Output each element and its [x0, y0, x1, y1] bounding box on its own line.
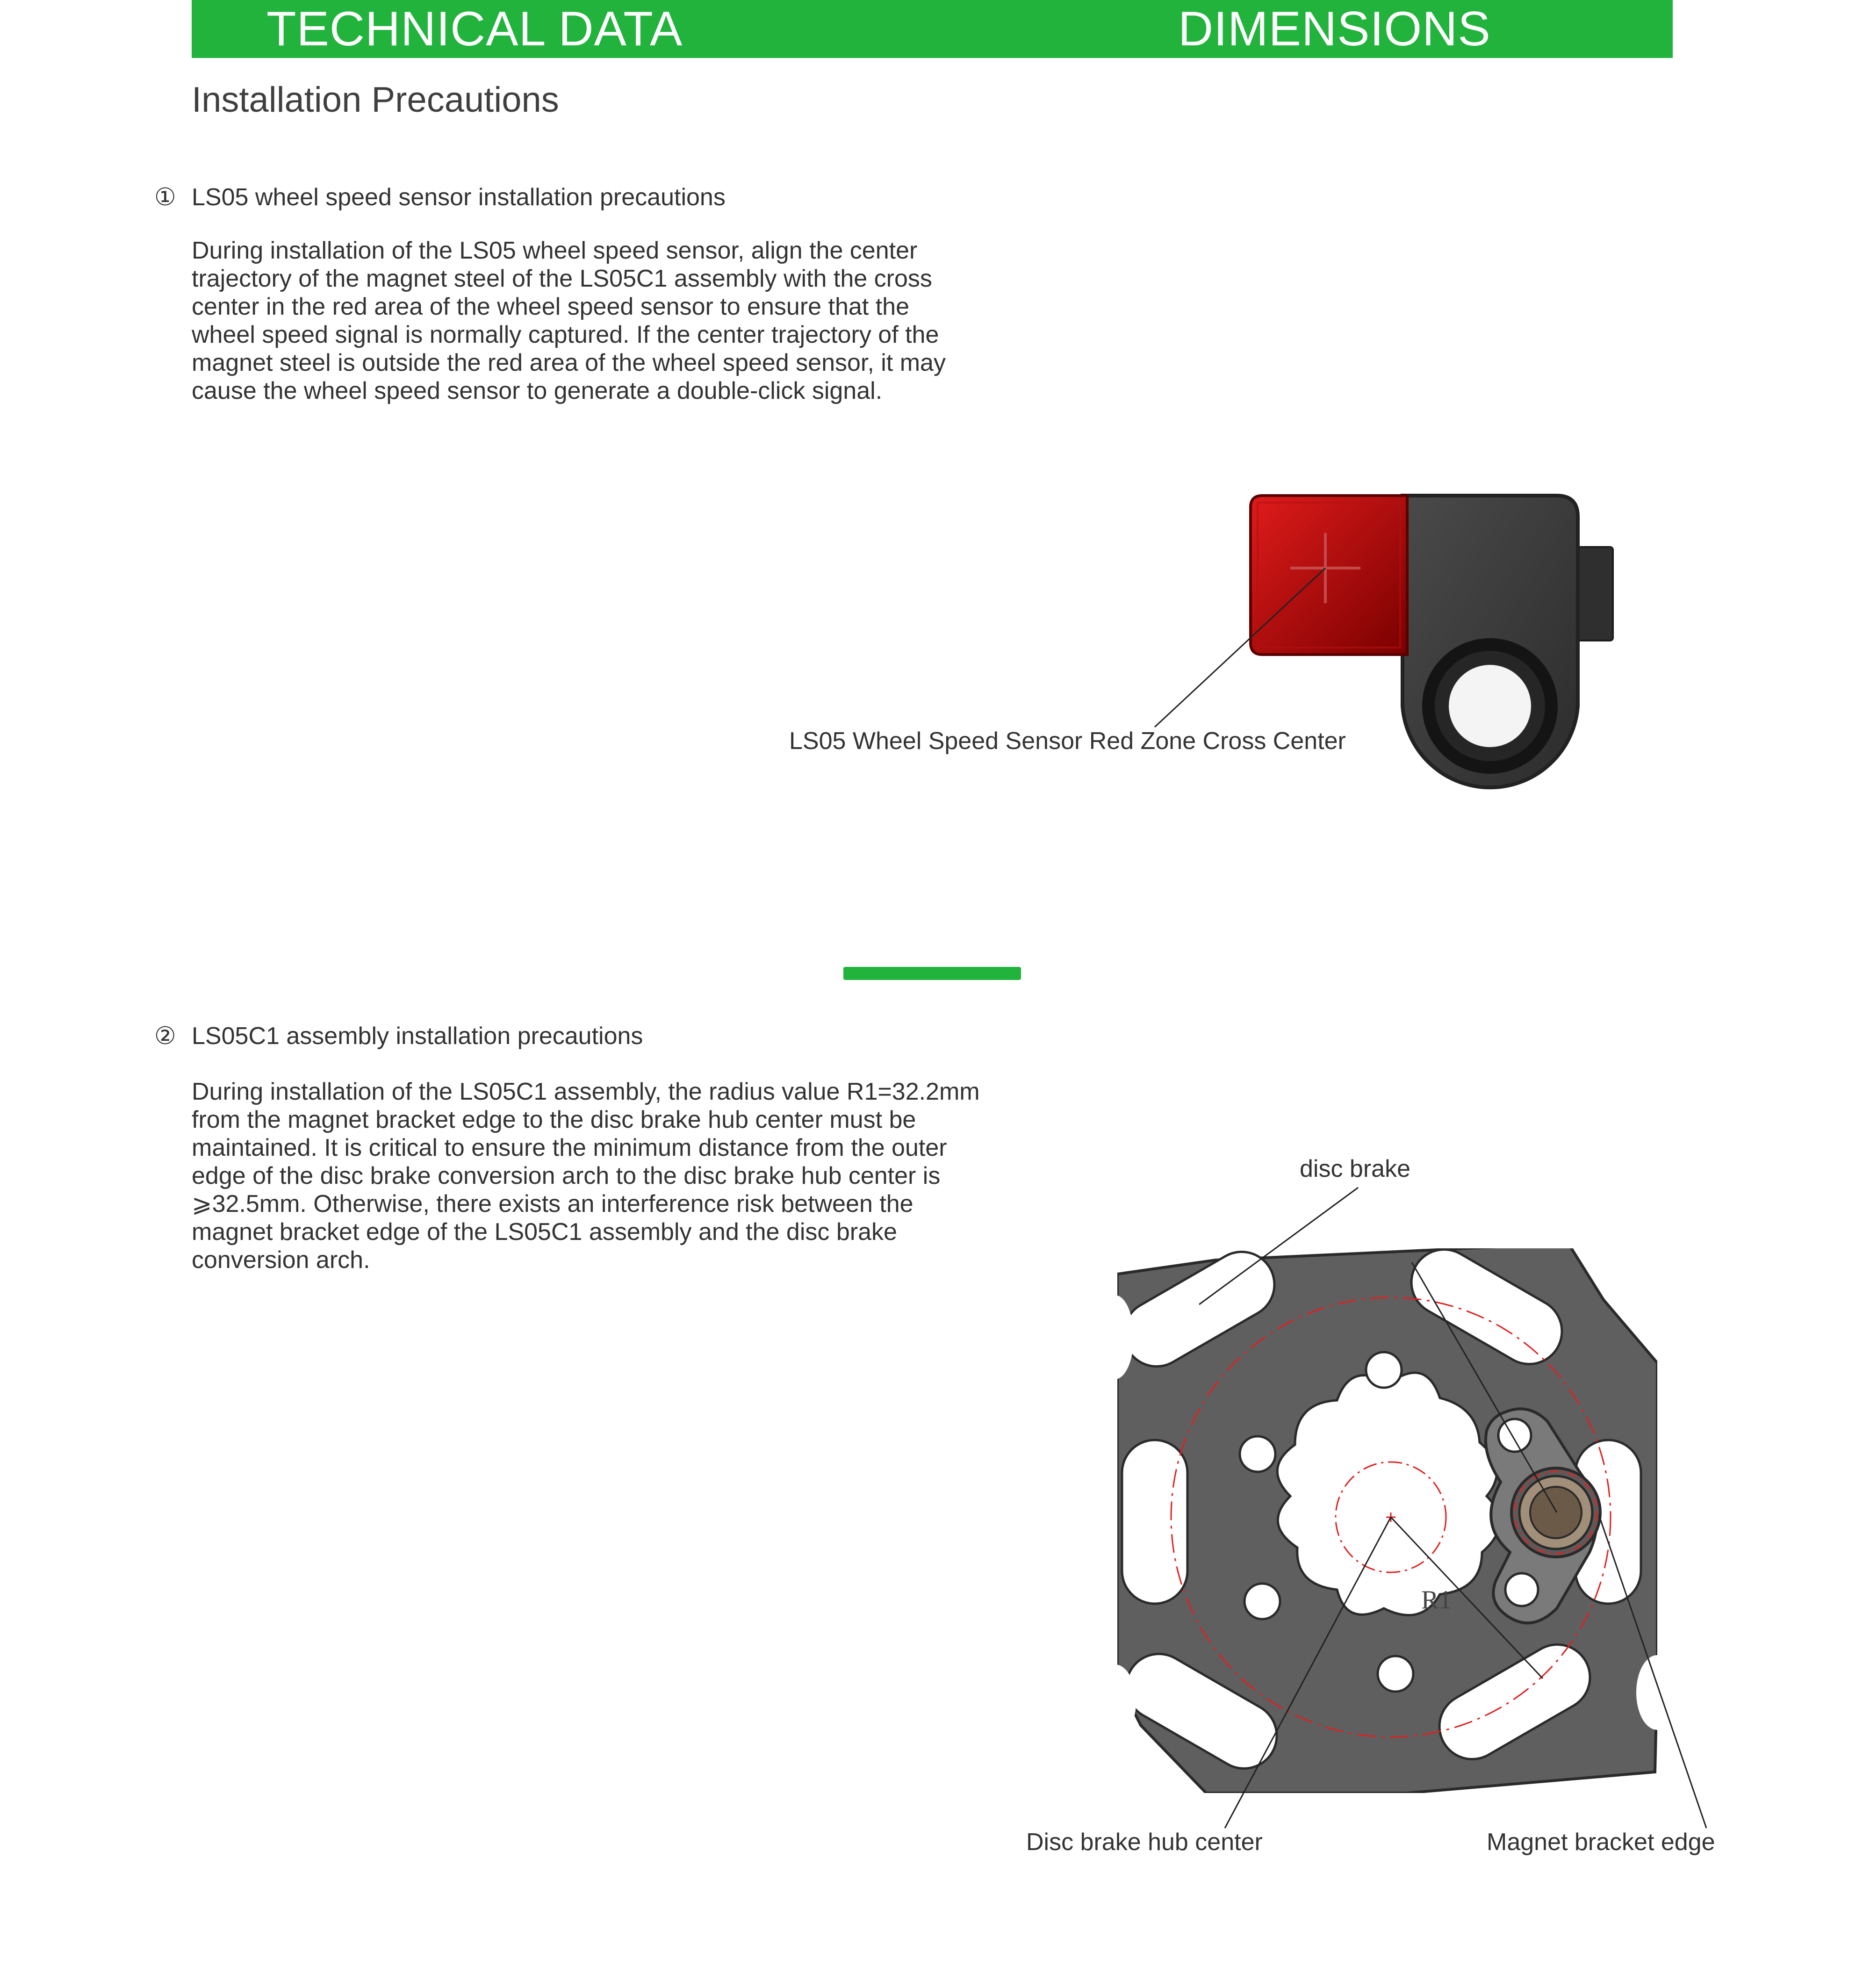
page-title: Installation Precautions [192, 80, 559, 120]
section2-heading-text: LS05C1 assembly installation precautions [192, 1023, 643, 1050]
bracket-edge-label: Magnet bracket edge [1487, 1829, 1715, 1856]
header-right-title: DIMENSIONS [1178, 2, 1491, 56]
section1-number: ① [154, 184, 176, 211]
sensor-callout-label: LS05 Wheel Speed Sensor Red Zone Cross Center [789, 727, 1346, 755]
section1-body: During installation of the LS05 wheel speed sensor, align the center trajectory of the magnet steel of the LS05C1 assembly with the cross center in the red area of the wheel speed sensor to ensure that the wheel speed signal is normally captured. If the center trajectory of the magnet steel is outside the red area of the wheel speed sensor, it may cause the wheel speed sensor to generate a double-click signal. [192, 237, 946, 404]
disc-brake-label: disc brake [1300, 1155, 1410, 1182]
hub-center-label: Disc brake hub center [1026, 1829, 1263, 1856]
section1-heading-text: LS05 wheel speed sensor installation precautions [192, 184, 726, 211]
radius-label: R1 [1421, 1585, 1452, 1614]
section2-number: ② [154, 1023, 176, 1050]
section2-body: During installation of the LS05C1 assembly, the radius value R1=32.2mm from the magnet bracket edge to the disc brake hub center must be maintained. It is critical to ensure the minimum distance from the outer edge of the disc brake conversion arch to the disc brake hub center is ⩾32.5mm. Otherwise, there exists an interference risk between the magnet bracket edge of the LS05C1 assembly and the disc brake conversion arch. [192, 1078, 980, 1274]
header-left-title: TECHNICAL DATA [266, 2, 683, 56]
